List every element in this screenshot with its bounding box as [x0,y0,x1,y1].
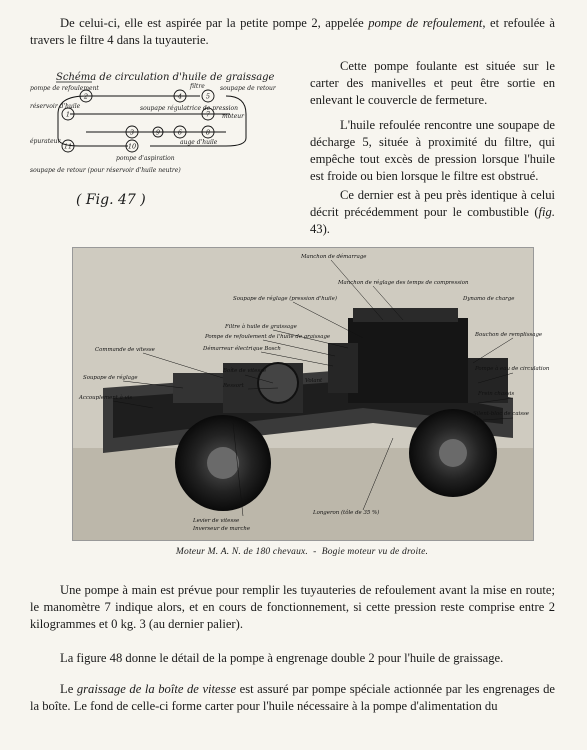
svg-text:moteur: moteur [222,113,244,120]
svg-text:11: 11 [63,142,73,151]
figure-label: ( Fig. 47 ) [76,192,146,208]
svg-text:4: 4 [177,92,183,101]
svg-text:8: 8 [205,128,211,137]
svg-text:Levier de vitesse: Levier de vitesse [193,518,240,524]
svg-text:soupape de retour (pour réserv: soupape de retour (pour réservoir d'huile neutre) [30,167,181,174]
svg-text:réservoir d'huile: réservoir d'huile [30,103,81,110]
engine-bogie-photo [72,247,550,541]
svg-text:Démarreur électrique Bosch: Démarreur électrique Bosch [203,346,281,352]
svg-text:Bouchon de remplissage: Bouchon de remplissage [475,332,543,338]
svg-text:Pompe de refoulement de l'huil: Pompe de refoulement de l'huile de graissage [205,334,331,340]
svg-text:Dynamo de charge: Dynamo de charge [463,296,515,302]
svg-text:Ressort: Ressort [223,383,244,389]
svg-text:Longeron (tôle de 35 %): Longeron (tôle de 35 %) [313,510,380,516]
svg-text:filtre: filtre [190,83,205,90]
svg-text:soupape régulatrice de pressio: soupape régulatrice de pression [140,105,239,112]
svg-text:6: 6 [177,128,183,137]
svg-text:auge d'huile: auge d'huile [180,139,218,146]
bottom-paragraph-1: Une pompe à main est prévue pour remplir les tuyauteries de refoulement avant la mise en route; le manomètre 7 indique alors, et en cours de fonctionnement, si cette pression reste comprise entre 2 kilogrammes et 0 kg. 3 (au dernier palier). [30,583,555,631]
intro-paragraph: De celui-ci, elle est aspirée par la petite pompe 2, appelée pompe de refoulement, et refoulée à travers le filtre 4 dans la tuyauterie. [30,16,555,47]
engine-block [348,318,468,403]
svg-text:3: 3 [129,128,135,137]
svg-text:Silent-bloc de caisse: Silent-bloc de caisse [473,411,529,417]
right-paragraph-1: Cette pompe foulante est située sur le carter des manivelles et peut être sortie en enlevant le couvercle de fermeture. [310,59,555,107]
svg-text:2: 2 [83,92,89,101]
svg-text:Inverseur de marche: Inverseur de marche [193,526,251,532]
lubrication-schematic [30,68,290,213]
svg-text:Soupape de réglage: Soupape de réglage [83,375,138,381]
schematic-title: Schéma de circulation d'huile de graissage [56,72,275,83]
photo-caption: Moteur M. A. N. de 180 chevaux. - Bogie moteur vu de droite. [175,547,429,557]
svg-text:Pompe à eau de circulation: Pompe à eau de circulation [475,366,550,372]
svg-text:Filtre à huile de graissage: Filtre à huile de graissage [225,324,297,330]
svg-text:5: 5 [205,92,211,101]
svg-text:pompe d'aspiration: pompe d'aspiration [116,155,175,162]
svg-text:Manchon de démarrage: Manchon de démarrage [301,254,367,260]
svg-text:Boîte de vitesse: Boîte de vitesse [223,368,267,374]
svg-text:Accouplement à vis: Accouplement à vis [79,395,133,401]
svg-text:épurateur: épurateur [30,138,61,145]
svg-text:9: 9 [155,128,161,137]
svg-text:pompe de refoulement: pompe de refoulement [30,85,99,92]
svg-text:1: 1 [65,110,71,119]
svg-text:Volant: Volant [305,378,323,384]
circuit-lines [58,96,246,146]
right-paragraph-2: L'huile refoulée rencontre une soupape de décharge 5, située à proximité du filtre, qui empêche tout excès de pression lorsque l'huile est froide ou bien lorsque le filtre est obstrué. [310,118,555,183]
svg-text:soupape de retour: soupape de retour [220,85,276,92]
svg-text:Soupape de réglage (pression d: Soupape de réglage (pression d'huile) [233,296,337,302]
svg-text:Commande de vitesse: Commande de vitesse [95,347,155,353]
svg-text:7: 7 [205,110,211,119]
right-paragraph-3: Ce dernier est à peu près identique à celui décrit précédemment pour le combustible (fig. 43). [310,188,555,236]
bottom-paragraph-2: La figure 48 donne le détail de la pompe à engrenage double 2 pour l'huile de graissage. [60,651,504,665]
svg-text:Frein chassis: Frein chassis [478,391,515,397]
svg-text:Manchon de réglage des temps d: Manchon de réglage des temps de compression [338,280,469,286]
svg-text:10: 10 [127,142,137,151]
bottom-paragraph-3: Le graissage de la boîte de vitesse est assuré par pompe spéciale actionnée par les engrenages de la boîte. Le fond de celle-ci forme carter pour l'huile nécessaire à la pompe d'alimentation du [30,682,555,713]
emphasis-pompe-refoulement: pompe de refoulement [368,16,483,30]
